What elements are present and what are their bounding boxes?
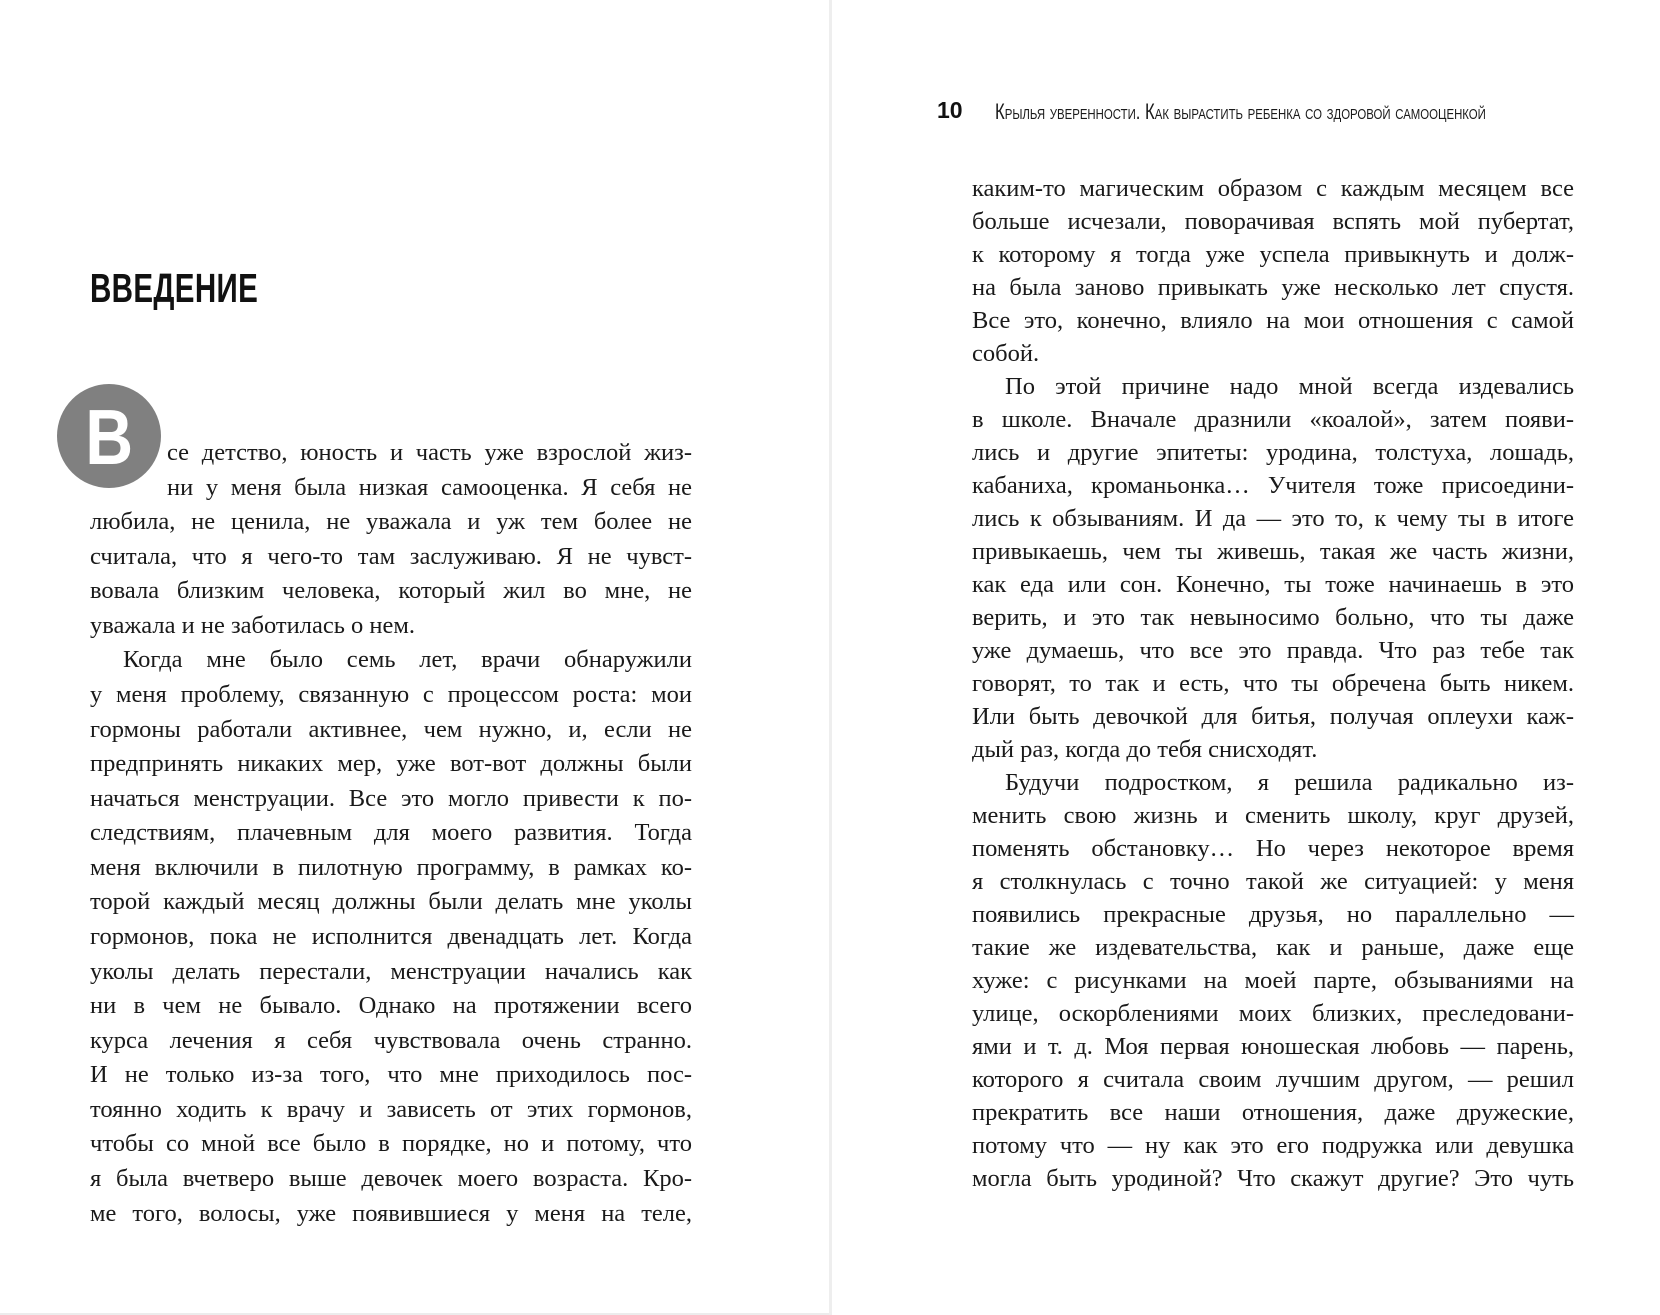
text-line: на была заново привыкать уже несколько лет спустя. xyxy=(972,274,1574,301)
text-line: собой. xyxy=(972,340,1040,367)
text-line: ме того, волосы, уже появившиеся у меня на теле, xyxy=(90,1199,692,1227)
running-header-title: Крылья уверенности. Как вырастить ребенка со здоровой самооценкой xyxy=(995,99,1486,124)
text-line: могла быть уродиной? Что скажут другие? Это чуть xyxy=(972,1165,1574,1192)
text-line: уважала и не заботилась о нем. xyxy=(90,611,415,639)
text-line: предпринять никаких мер, уже вот-вот должны были xyxy=(90,750,692,778)
text-line: се детство, юность и часть уже взрослой жиз- xyxy=(167,439,692,466)
text-line: курса лечения я себя чувствовала очень странно. xyxy=(90,1026,692,1054)
text-line: говорят, то так и есть, что ты обречена быть никем. xyxy=(972,670,1574,697)
text-line: я столкнулась с точно такой же ситуацией: у меня xyxy=(972,868,1574,895)
text-line: больше исчезали, поворачивая вспять мой пубертат, xyxy=(972,208,1574,235)
text-line: я была вчетверо выше девочек моего возраста. Кро- xyxy=(90,1164,692,1192)
text-line: в школе. Вначале дразнили «коалой», затем появи- xyxy=(972,406,1574,433)
text-line: считала, что я чего-то там заслуживаю. Я не чувст- xyxy=(90,542,692,570)
text-line: ями и т. д. Моя первая юношеская любовь — парень, xyxy=(972,1033,1574,1060)
text-line: торой каждый месяц должны были делать мне уколы xyxy=(90,888,692,916)
text-line: поменять обстановку… Но через некоторое время xyxy=(972,835,1574,862)
text-line: прекратить все наши отношения, даже дружеские, xyxy=(972,1099,1574,1126)
text-line: Все это, конечно, влияло на мои отношения с самой xyxy=(972,307,1574,334)
page-number: 10 xyxy=(937,97,963,123)
text-line: верить, и это так невыносимо больно, что ты даже xyxy=(972,604,1574,631)
text-line: тоянно ходить к врачу и зависеть от этих гормонов, xyxy=(90,1095,692,1123)
text-line: к которому я тогда уже успела привыкнуть и долж- xyxy=(972,241,1574,268)
text-line: улице, оскорблениями моих близких, преследовани- xyxy=(972,1000,1574,1027)
left-page xyxy=(0,0,829,1315)
text-line: потому что — ну как это его подружка или девушка xyxy=(972,1132,1574,1159)
text-line: И не только из-за того, что мне приходилось пос- xyxy=(90,1061,692,1089)
text-line: у меня проблему, связанную с процессом роста: мои xyxy=(90,680,692,708)
text-line: гормоны работали активнее, чем нужно, и, если не xyxy=(90,715,692,743)
text-line: привыкаешь, чем ты живешь, такая же часть жизни, xyxy=(972,538,1574,565)
text-line: лись и другие эпитеты: уродина, толстуха, лошадь, xyxy=(972,439,1574,466)
text-line: хуже: с рисунками на моей парте, обзываниями на xyxy=(972,967,1574,994)
text-line: появились прекрасные друзья, но параллельно — xyxy=(972,901,1574,928)
text-line: такие же издевательства, как и раньше, даже еще xyxy=(972,934,1574,961)
text-line: дый раз, когда до тебя снисходят. xyxy=(972,736,1318,763)
text-line: ни в чем не бывало. Однако на протяжении всего xyxy=(90,992,692,1020)
text-line: менить свою жизнь и сменить школу, круг друзей, xyxy=(972,802,1574,829)
text-line: чтобы со мной все было в порядке, но и потому, что xyxy=(90,1130,692,1158)
text-line: как еда или сон. Конечно, ты тоже начинаешь в это xyxy=(972,571,1574,598)
text-line: По этой причине надо мной всегда издевались xyxy=(1005,373,1574,400)
chapter-title: ВВЕДЕНИЕ xyxy=(90,265,259,311)
text-line: Когда мне было семь лет, врачи обнаружили xyxy=(123,646,692,674)
text-line: лись к обзываниям. И да — это то, к чему ты в итоге xyxy=(972,505,1574,532)
text-line: меня включили в пилотную программу, в рамках ко- xyxy=(90,853,692,881)
text-line: которого я считала своим лучшим другом, — решил xyxy=(972,1066,1574,1093)
text-line: начаться менструации. Все это могло привести к по- xyxy=(90,784,692,812)
text-line: гормонов, пока не исполнится двенадцать лет. Когда xyxy=(90,922,692,950)
text-line: следствиям, плачевным для моего развития. Тогда xyxy=(90,819,692,847)
text-line: Или быть девочкой для битья, получая оплеухи каж- xyxy=(972,703,1574,730)
text-line: ни у меня была низкая самооценка. Я себя не xyxy=(167,473,692,501)
text-line: Будучи подростком, я решила радикально из- xyxy=(1005,769,1574,796)
text-line: любила, не ценила, не уважала и уж тем более не xyxy=(90,508,692,536)
text-line: вовала близким человека, который жил во мне, не xyxy=(90,577,692,605)
text-line: каким-то магическим образом с каждым месяцем все xyxy=(972,175,1574,202)
text-line: кабаниха, кроманьонка… Учителя тоже присоедини- xyxy=(972,472,1574,499)
text-line: уколы делать перестали, менструации начались как xyxy=(90,957,692,985)
drop-cap-letter: В xyxy=(85,393,133,481)
text-line: уже думаешь, что все это правда. Что раз тебе так xyxy=(972,637,1574,664)
